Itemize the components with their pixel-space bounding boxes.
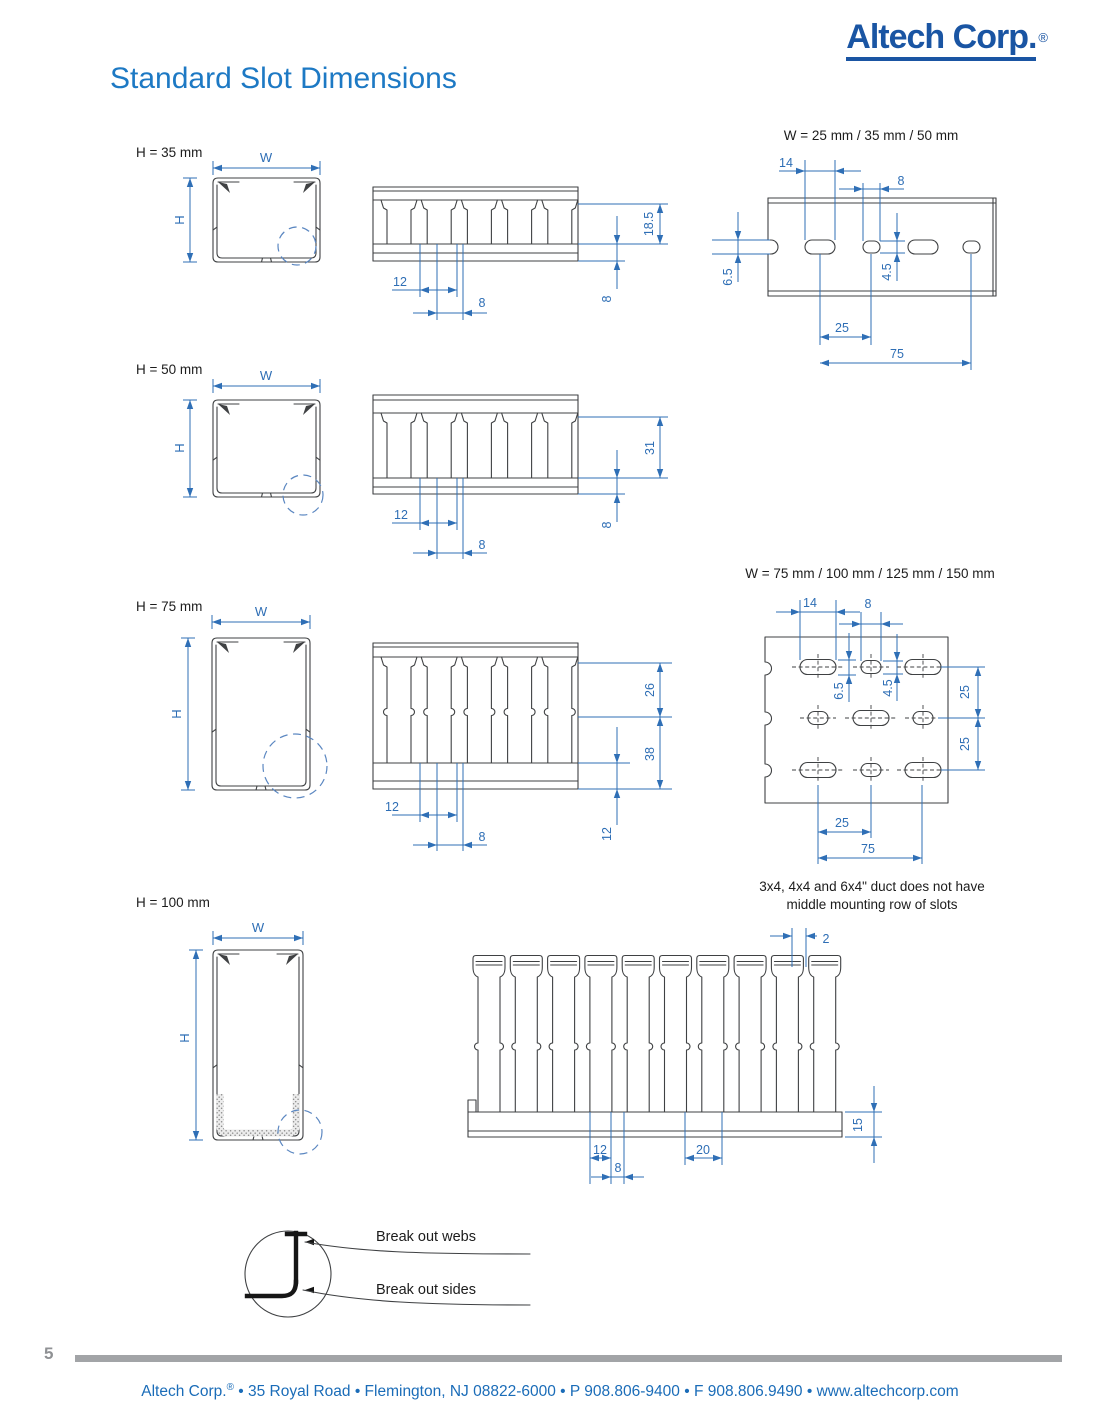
- footer-contact: [0, 1382, 1100, 1401]
- dim-w-h50: W: [259, 368, 273, 383]
- dim-narrow-pitch: 25: [835, 321, 849, 335]
- dim-narrow-hole-h: 4.5: [880, 263, 894, 281]
- footer-divider: [75, 1355, 1062, 1362]
- dim-wide-slot-h: 6.5: [832, 682, 846, 700]
- logo-registered-mark: ®: [1038, 29, 1048, 45]
- footer-address: • 35 Royal Road • Flemington, NJ 08822-6000 • P 908.806-9400 • F 908.806.9490 • www.altechcorp.com: [233, 1383, 959, 1401]
- dim-wide-gap1: 25: [958, 685, 972, 699]
- dim-h100-spacing: 20: [696, 1143, 710, 1157]
- dim-wide-hole-h: 4.5: [881, 679, 895, 697]
- logo-text: Altech Corp.: [846, 18, 1036, 61]
- dim-h-h50: H: [172, 443, 187, 453]
- dim-h35-depth: 18.5: [642, 211, 656, 237]
- dim-h-h75: H: [169, 709, 184, 719]
- dim-narrow-slot-len: 14: [779, 156, 793, 170]
- dim-wide-hole-len: 8: [864, 597, 872, 611]
- side-view-h100-drawing: [468, 928, 882, 1184]
- dim-h50-depth: 31: [643, 441, 657, 455]
- cross-section-h50-drawing: [183, 379, 323, 515]
- slot-pattern-narrow-drawing: [712, 160, 996, 370]
- dim-h35-pitch: 12: [393, 275, 407, 289]
- dim-narrow-span: 75: [890, 347, 904, 361]
- dim-h75-pitch: 12: [385, 800, 399, 814]
- section-label-h50: H = 50 mm: [136, 362, 203, 377]
- dim-wide-gap2: 25: [958, 737, 972, 751]
- footer-company: Altech Corp.: [141, 1383, 227, 1401]
- pattern-wide-title: W = 75 mm / 100 mm / 125 mm / 150 mm: [745, 566, 995, 581]
- dim-h75-lower: 38: [643, 747, 657, 761]
- dim-w-h35: W: [259, 150, 273, 165]
- dim-wide-slot-len: 14: [803, 596, 817, 610]
- dim-h75-slot: 8: [478, 830, 486, 844]
- dim-w-h75: W: [254, 604, 268, 619]
- cross-section-h100-drawing: [189, 931, 322, 1154]
- pattern-narrow-title: W = 25 mm / 35 mm / 50 mm: [783, 128, 959, 143]
- dim-h50-base: 8: [600, 521, 614, 529]
- dim-h100-base: 15: [851, 1118, 865, 1132]
- cross-section-h75-drawing: [181, 615, 327, 798]
- dim-wide-span: 75: [861, 842, 875, 856]
- side-view-h50-drawing: [373, 395, 668, 559]
- page-number: 5: [44, 1344, 54, 1363]
- section-label-h75: H = 75 mm: [136, 599, 203, 614]
- dim-h100-pitch: 12: [593, 1143, 607, 1157]
- section-label-h100: H = 100 mm: [136, 895, 210, 910]
- dim-h100-web: 2: [822, 932, 830, 946]
- dim-narrow-slot-h: 6.5: [721, 268, 735, 286]
- dim-h-h35: H: [172, 215, 187, 225]
- dim-h35-slot: 8: [478, 296, 486, 310]
- side-view-h75-drawing: [373, 643, 672, 851]
- section-label-h35: H = 35 mm: [136, 145, 203, 160]
- dim-h75-base: 12: [600, 827, 614, 841]
- footer-registered-mark: ®: [226, 1382, 234, 1393]
- dim-w-h100: W: [251, 920, 265, 935]
- page-title: Standard Slot Dimensions: [110, 62, 457, 95]
- pattern-wide-note-line2: middle mounting row of slots: [786, 897, 958, 912]
- dim-h35-base: 8: [600, 295, 614, 303]
- dim-h50-pitch: 12: [394, 508, 408, 522]
- dim-h50-slot: 8: [478, 538, 486, 552]
- slot-pattern-wide-drawing: [765, 600, 985, 864]
- dim-h75-upper: 26: [643, 683, 657, 697]
- breakout-webs-label: Break out webs: [376, 1229, 476, 1245]
- breakout-sides-label: Break out sides: [376, 1282, 476, 1298]
- pattern-wide-note-line1: 3x4, 4x4 and 6x4" duct does not have: [759, 879, 985, 894]
- dim-narrow-hole-len: 8: [897, 174, 905, 188]
- side-view-h35-drawing: [373, 187, 668, 320]
- cross-section-h35-drawing: [183, 161, 320, 265]
- dim-wide-pitch: 25: [835, 816, 849, 830]
- dim-h-h100: H: [177, 1033, 192, 1043]
- dim-h100-slot: 8: [614, 1161, 622, 1175]
